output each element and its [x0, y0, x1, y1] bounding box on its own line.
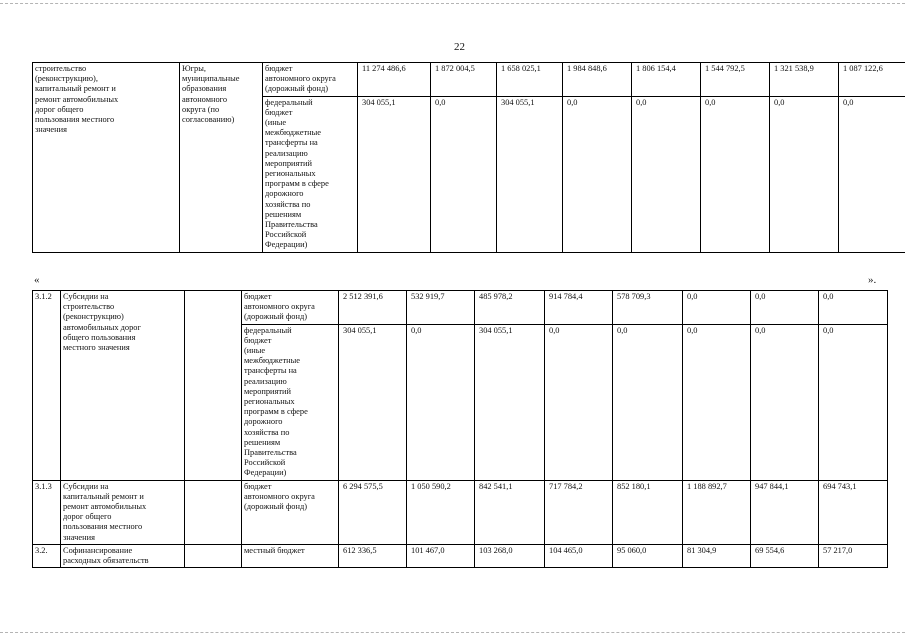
value-cell: 0,0: [701, 96, 770, 252]
value-cell: 842 541,1: [475, 480, 545, 544]
value-cell: 1 321 538,9: [770, 63, 839, 97]
item-number: 3.1.3: [33, 480, 61, 544]
item-number: 3.1.2: [33, 291, 61, 481]
table-row: [33, 544, 888, 567]
value-cell: 0,0: [431, 96, 497, 252]
value-cell: 1 188 892,7: [683, 480, 751, 544]
source-cell: местный бюджет: [242, 544, 339, 567]
value-cell: 6 294 575,5: [339, 480, 407, 544]
value-cell: 69 554,6: [751, 544, 819, 567]
value-cell: 57 217,0: [819, 544, 888, 567]
value-cell: 0,0: [770, 96, 839, 252]
value-cell: 0,0: [819, 291, 888, 325]
value-cell: 0,0: [683, 291, 751, 325]
value-cell: 1 872 004,5: [431, 63, 497, 97]
value-cell: 0,0: [545, 324, 613, 480]
value-cell: 947 844,1: [751, 480, 819, 544]
value-cell: 578 709,3: [613, 291, 683, 325]
scan-edge-top: [0, 3, 905, 4]
value-cell: 914 784,4: [545, 291, 613, 325]
value-cell: 1 984 848,6: [563, 63, 632, 97]
value-cell: 304 055,1: [497, 96, 563, 252]
value-cell: 852 180,1: [613, 480, 683, 544]
source-cell: бюджет автономного округа (дорожный фонд): [242, 291, 339, 325]
value-cell: 1 087 122,6: [839, 63, 905, 97]
activity-cell: строительство (реконструкцию), капитальный ремонт и ремонт автомобильных дорог общего пользования местного значения: [33, 63, 180, 253]
source-cell: бюджет автономного округа (дорожный фонд): [263, 63, 358, 97]
value-cell: 104 465,0: [545, 544, 613, 567]
value-cell: 485 978,2: [475, 291, 545, 325]
value-cell: 304 055,1: [358, 96, 431, 252]
table-row: [33, 63, 905, 97]
executor-cell: [185, 480, 242, 544]
activity-cell: Субсидии на строительство (реконструкцию) автомобильных дорог общего пользования местного значения: [61, 291, 185, 481]
value-cell: 81 304,9: [683, 544, 751, 567]
table-row: [33, 480, 888, 544]
value-cell: 0,0: [751, 291, 819, 325]
executor-cell: Югры, муниципальные образования автономного округа (по согласованию): [180, 63, 263, 253]
value-cell: 11 274 486,6: [358, 63, 431, 97]
value-cell: 1 658 025,1: [497, 63, 563, 97]
value-cell: 1 544 792,5: [701, 63, 770, 97]
table-row: [33, 291, 888, 325]
executor-cell: [185, 291, 242, 481]
value-cell: 0,0: [407, 324, 475, 480]
page-number: 22: [454, 41, 465, 53]
source-cell: бюджет автономного округа (дорожный фонд): [242, 480, 339, 544]
value-cell: 103 268,0: [475, 544, 545, 567]
item-number: 3.2.: [33, 544, 61, 567]
value-cell: 717 784,2: [545, 480, 613, 544]
value-cell: 0,0: [632, 96, 701, 252]
value-cell: 0,0: [613, 324, 683, 480]
value-cell: 304 055,1: [339, 324, 407, 480]
quote-close-mark: ».: [868, 274, 877, 286]
value-cell: 0,0: [839, 96, 905, 252]
activity-cell: Субсидии на капитальный ремонт и ремонт автомобильных дорог общего пользования местного значения: [61, 480, 185, 544]
value-cell: 101 467,0: [407, 544, 475, 567]
funding-table-items: [32, 290, 888, 568]
value-cell: 0,0: [683, 324, 751, 480]
source-cell: федеральный бюджет (иные межбюджетные трансферты на реализацию мероприятий региональных программ в сфере дорожного хозяйства по решениям Правительства Российской Федерации): [242, 324, 339, 480]
activity-cell: Софинансирование расходных обязательств: [61, 544, 185, 567]
scan-edge-bottom: [0, 632, 905, 633]
value-cell: 532 919,7: [407, 291, 475, 325]
value-cell: 0,0: [819, 324, 888, 480]
value-cell: 1 050 590,2: [407, 480, 475, 544]
quote-open-mark: «: [34, 274, 40, 286]
funding-table-continuation: [32, 62, 905, 253]
value-cell: 2 512 391,6: [339, 291, 407, 325]
executor-cell: [185, 544, 242, 567]
value-cell: 612 336,5: [339, 544, 407, 567]
value-cell: 1 806 154,4: [632, 63, 701, 97]
value-cell: 95 060,0: [613, 544, 683, 567]
value-cell: 304 055,1: [475, 324, 545, 480]
value-cell: 694 743,1: [819, 480, 888, 544]
value-cell: 0,0: [751, 324, 819, 480]
value-cell: 0,0: [563, 96, 632, 252]
source-cell: федеральный бюджет (иные межбюджетные трансферты на реализацию мероприятий региональных программ в сфере дорожного хозяйства по решениям Правительства Российской Федерации): [263, 96, 358, 252]
